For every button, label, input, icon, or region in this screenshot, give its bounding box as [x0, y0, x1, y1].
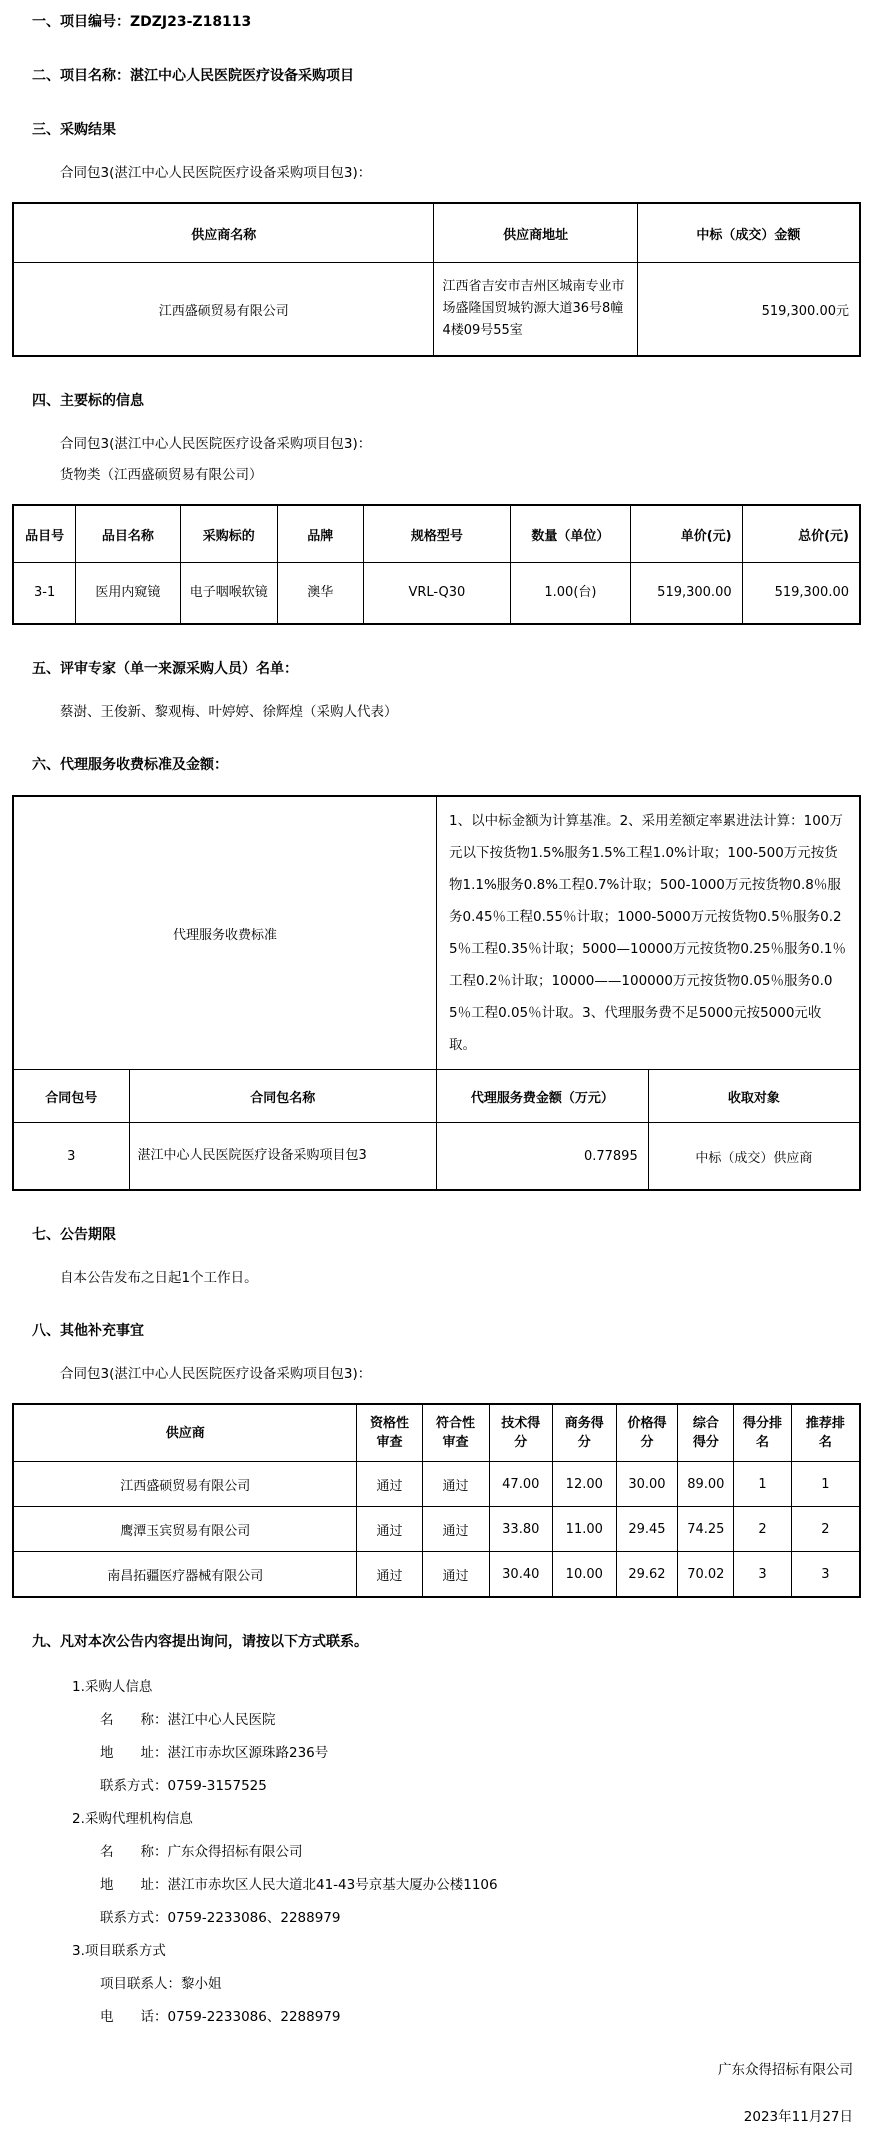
- package-name-cell: 湛江中心人民医院医疗设备采购项目包3: [129, 1123, 436, 1191]
- header-recommend-rank: 推荐排名: [791, 1404, 860, 1462]
- fee-amount-cell: 0.77895: [436, 1123, 648, 1191]
- table-row: [13, 1123, 860, 1191]
- fee-standard-row: [13, 796, 860, 1070]
- agency-info-heading: 2.采购代理机构信息: [72, 1811, 193, 1827]
- recommend-rank-cell: 2: [791, 1507, 860, 1552]
- conformity-cell: 通过: [422, 1552, 489, 1598]
- contact-info-block: [12, 1678, 861, 2027]
- project-contact-heading: 3.项目联系方式: [72, 1943, 166, 1959]
- header-award-amount: 中标（成交）金额: [637, 203, 860, 263]
- procurement-target-cell: 电子咽喉软镜: [180, 563, 277, 625]
- supplier-address-cell: 江西省吉安市吉州区城南专业市场盛隆国贸城钓源大道36号8幢4楼09号55室: [434, 263, 637, 357]
- supplier-cell: 南昌拓疆医疗器械有限公司: [13, 1552, 357, 1598]
- main-subject-table: [12, 504, 861, 625]
- header-total-score: 综合得分: [678, 1404, 734, 1462]
- supplier-cell: 江西盛硕贸易有限公司: [13, 1462, 357, 1507]
- section-7-title: 七、公告期限: [32, 1227, 116, 1243]
- header-conformity-review: 符合性审查: [422, 1404, 489, 1462]
- recommend-rank-cell: 3: [791, 1552, 860, 1598]
- header-score-rank: 得分排名: [734, 1404, 792, 1462]
- header-price-score: 价格得分: [616, 1404, 678, 1462]
- header-technical-score: 技术得分: [489, 1404, 553, 1462]
- section-2-project-name: 二、项目名称：湛江中心人民医院医疗设备采购项目: [32, 68, 354, 84]
- header-procurement-target: 采购标的: [180, 505, 277, 563]
- supplier-score-table: [12, 1403, 861, 1598]
- section-5-title: 五、评审专家（单一来源采购人员）名单：: [32, 661, 298, 677]
- item-no-cell: 3-1: [13, 563, 76, 625]
- section-8-title: 八、其他补充事宜: [32, 1323, 144, 1339]
- award-amount-cell: 519,300.00元: [637, 263, 860, 357]
- header-brand: 品牌: [278, 505, 364, 563]
- brand-cell: 澳华: [278, 563, 364, 625]
- project-phone: 电 话：0759-2233086、2288979: [100, 2009, 341, 2025]
- technical-score-cell: 30.40: [489, 1552, 553, 1598]
- procurement-result-table: [12, 202, 861, 357]
- table-row: [13, 263, 860, 357]
- unit-price-cell: 519,300.00: [630, 563, 742, 625]
- item-name-cell: 医用内窥镜: [76, 563, 180, 625]
- qualification-cell: 通过: [357, 1507, 422, 1552]
- total-price-cell: 519,300.00: [742, 563, 860, 625]
- header-business-score: 商务得分: [553, 1404, 617, 1462]
- section-4-goods-intro: 货物类（江西盛硕贸易有限公司）: [60, 467, 263, 483]
- qualification-cell: 通过: [357, 1552, 422, 1598]
- table-row: [13, 1507, 860, 1552]
- fee-standard-text-cell: 1、以中标金额为计算基准。2、采用差额定率累进法计算：100万元以下按货物1.5%服务1.5%工程1.0%计取；100-500万元按货物1.1%服务0.8%工程0.7%计取；500-1000万元按货物0.8％服务0.45％工程0.55％计取；1000-5000万元按货物0.5％服务0.25％工程0.35％计取；5000—10000万元按货物0.25％服务0.1％工程0.2％计取；10000——100000万元按货物0.05％服务0.05％工程0.05％计取。3、代理服务费不足5000元按5000元收取。: [436, 796, 860, 1070]
- buyer-phone: 联系方式：0759-3157525: [100, 1778, 267, 1794]
- header-package-name: 合同包名称: [129, 1070, 436, 1123]
- header-unit-price: 单价(元): [630, 505, 742, 563]
- supplier-name-cell: 江西盛硕贸易有限公司: [13, 263, 434, 357]
- fee-payer-cell: 中标（成交）供应商: [648, 1123, 860, 1191]
- signature-company: 广东众得招标有限公司: [718, 2062, 853, 2078]
- price-score-cell: 29.62: [616, 1552, 678, 1598]
- score-rank-cell: 1: [734, 1462, 792, 1507]
- header-item-no: 品目号: [13, 505, 76, 563]
- project-contact-person: 项目联系人：黎小姐: [100, 1976, 222, 1992]
- header-quantity: 数量（单位）: [511, 505, 631, 563]
- header-fee-payer: 收取对象: [648, 1070, 860, 1123]
- technical-score-cell: 47.00: [489, 1462, 553, 1507]
- agency-phone: 联系方式：0759-2233086、2288979: [100, 1910, 341, 1926]
- buyer-name: 名 称：湛江中心人民医院: [100, 1712, 276, 1728]
- header-supplier-address: 供应商地址: [434, 203, 637, 263]
- technical-score-cell: 33.80: [489, 1507, 553, 1552]
- header-fee-amount: 代理服务费金额（万元）: [436, 1070, 648, 1123]
- package-no-cell: 3: [13, 1123, 129, 1191]
- conformity-cell: 通过: [422, 1462, 489, 1507]
- recommend-rank-cell: 1: [791, 1462, 860, 1507]
- supplier-cell: 鹰潭玉宾贸易有限公司: [13, 1507, 357, 1552]
- buyer-address: 地 址：湛江市赤坎区源珠路236号: [100, 1745, 329, 1761]
- section-1-project-number: 一、项目编号：ZDZJ23-Z18113: [32, 14, 252, 30]
- signature-block: [12, 2061, 861, 2127]
- business-score-cell: 12.00: [553, 1462, 617, 1507]
- section-8-package-intro: 合同包3(湛江中心人民医院医疗设备采购项目包3)：: [60, 1366, 372, 1382]
- section-6-title: 六、代理服务收费标准及金额：: [32, 757, 228, 773]
- header-model: 规格型号: [363, 505, 511, 563]
- table-header-row: [13, 1404, 860, 1462]
- table-header-row: [13, 1070, 860, 1123]
- buyer-info-heading: 1.采购人信息: [72, 1679, 153, 1695]
- model-cell: VRL-Q30: [363, 563, 511, 625]
- announcement-period-text: 自本公告发布之日起1个工作日。: [60, 1270, 258, 1286]
- total-score-cell: 89.00: [678, 1462, 734, 1507]
- section-9-title: 九、凡对本次公告内容提出询问，请按以下方式联系。: [32, 1634, 368, 1650]
- table-header-row: [13, 505, 860, 563]
- quantity-cell: 1.00(台): [511, 563, 631, 625]
- score-rank-cell: 2: [734, 1507, 792, 1552]
- qualification-cell: 通过: [357, 1462, 422, 1507]
- agency-address: 地 址：湛江市赤坎区人民大道北41-43号京基大厦办公楼1106: [100, 1877, 498, 1893]
- section-3-package-intro: 合同包3(湛江中心人民医院医疗设备采购项目包3)：: [60, 165, 372, 181]
- business-score-cell: 10.00: [553, 1552, 617, 1598]
- header-item-name: 品目名称: [76, 505, 180, 563]
- section-3-title: 三、采购结果: [32, 122, 116, 138]
- table-header-row: [13, 203, 860, 263]
- score-rank-cell: 3: [734, 1552, 792, 1598]
- price-score-cell: 30.00: [616, 1462, 678, 1507]
- table-row: [13, 563, 860, 625]
- business-score-cell: 11.00: [553, 1507, 617, 1552]
- section-4-package-intro: 合同包3(湛江中心人民医院医疗设备采购项目包3)：: [60, 436, 372, 452]
- total-score-cell: 74.25: [678, 1507, 734, 1552]
- fee-standard-label-cell: 代理服务收费标准: [13, 796, 436, 1070]
- expert-names: 蔡澍、王俊新、黎观梅、叶婷婷、徐辉煌（采购人代表）: [60, 704, 398, 720]
- header-supplier: 供应商: [13, 1404, 357, 1462]
- conformity-cell: 通过: [422, 1507, 489, 1552]
- table-row: [13, 1462, 860, 1507]
- section-4-title: 四、主要标的信息: [32, 393, 144, 409]
- agency-name: 名 称：广东众得招标有限公司: [100, 1844, 303, 1860]
- header-qualification-review: 资格性审查: [357, 1404, 422, 1462]
- header-supplier-name: 供应商名称: [13, 203, 434, 263]
- total-score-cell: 70.02: [678, 1552, 734, 1598]
- table-row: [13, 1552, 860, 1598]
- agency-fee-table: [12, 795, 861, 1191]
- signature-date: 2023年11月27日: [743, 2109, 853, 2125]
- price-score-cell: 29.45: [616, 1507, 678, 1552]
- header-total-price: 总价(元): [742, 505, 860, 563]
- header-package-no: 合同包号: [13, 1070, 129, 1123]
